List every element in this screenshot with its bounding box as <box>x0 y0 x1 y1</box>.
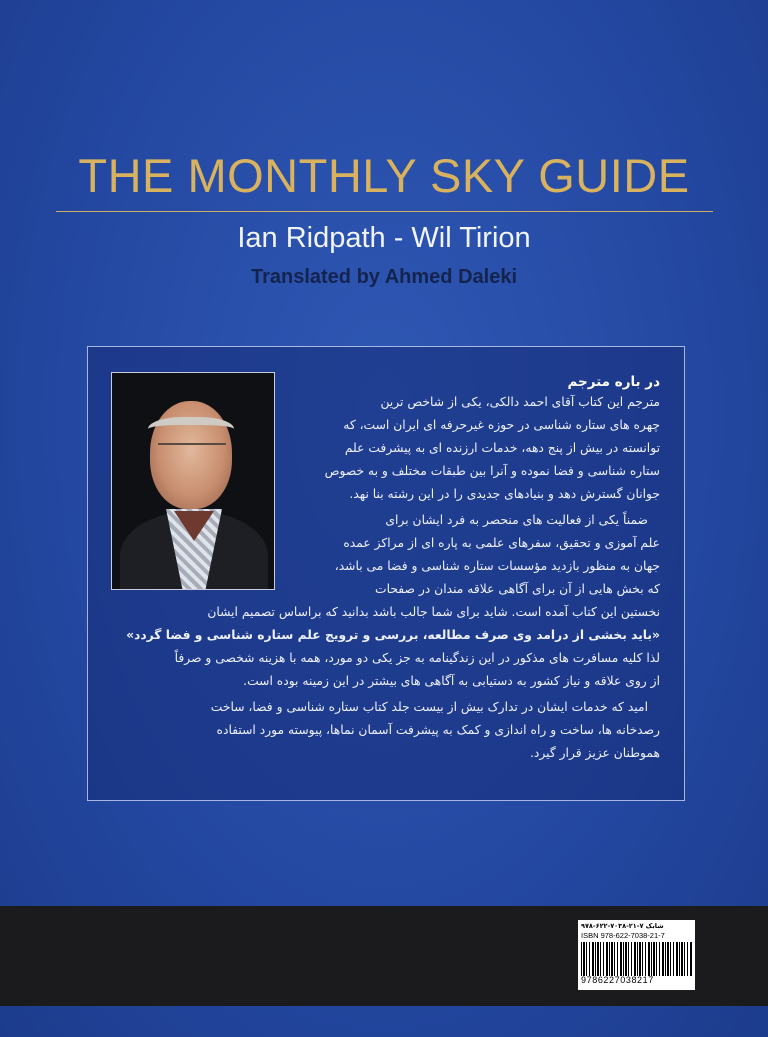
about-line: توانسته در بیش از پنج دهه، خدمات ارزنده ای به پیشرفت علم <box>344 441 660 455</box>
about-line: مترجم این کتاب آقای احمد دالکی، یکی از شاخص ترین <box>380 395 660 409</box>
book-authors: Ian Ridpath - Wil Tirion <box>237 222 531 254</box>
about-line-quote: «باید بخشی از درامد وی صرف مطالعه، بررسی و ترویج علم ستاره شناسی و فضا گردد» <box>126 628 660 642</box>
about-line: از روی علاقه و نیاز کشور به دستیابی به آگاهی های بیشتر در این زمینه بوده است. <box>243 674 660 688</box>
title-rule <box>56 211 713 212</box>
book-translator: Translated by Ahmed Daleki <box>250 266 517 288</box>
about-line: نخستین این کتاب آمده است. شاید برای شما جالب باشد بدانید که براساس تصمیم ایشان <box>207 605 660 619</box>
about-line: لذا کلیه مسافرت های مذکور در این زندگینامه به جز یکی دو مورد، همه با هزینه شخصی و صرفاً <box>174 651 660 665</box>
about-line: علم آموزی و تحقیق، سفرهای علمی به پاره ای از مراکز عمده <box>343 536 660 550</box>
barcode-bars <box>581 942 692 976</box>
isbn-persian: شابک ۷-۲۱-۷۰۳۸-۶۲۲-۹۷۸ <box>581 922 664 930</box>
about-line: ستاره شناسی و فضا نموده و آنرا بین طبقات مختلف و به خصوص <box>324 464 660 478</box>
translator-portrait <box>111 372 275 590</box>
about-line: هموطنان عزیز قرار گیرد. <box>529 746 660 760</box>
about-line: جوانان گسترش دهد و بنیادهای جدیدی را در این رشته بنا نهد. <box>349 487 660 501</box>
about-line: چهره های ستاره شناسی در حوزه غیرحرفه ای ایران است، که <box>343 418 660 432</box>
about-line: که بخش هایی از آن برای آگاهی علاقه مندان در صفحات <box>375 582 660 596</box>
isbn-english: ISBN 978-622-7038-21-7 <box>581 931 665 940</box>
about-line: امید که خدمات ایشان در تدارک بیش از بیست جلد کتاب ستاره شناسی و فضا، ساخت <box>210 700 648 714</box>
barcode-label <box>578 920 695 990</box>
about-line: جهان به منظور بازدید مؤسسات ستاره شناسی و فضا می باشد، <box>334 559 660 573</box>
about-line: رصدخانه ها، ساخت و راه اندازی و کمک به پیشرفت آسمان نماها، پیوسته مورد استفاده <box>216 723 660 737</box>
about-heading: در باره مترجم <box>567 374 660 390</box>
about-line: ضمناً یکی از فعالیت های منحصر به فرد ایشان برای <box>385 513 648 527</box>
barcode-number: 9786227038217 <box>581 975 654 985</box>
book-title: THE MONTHLY SKY GUIDE <box>78 149 690 202</box>
